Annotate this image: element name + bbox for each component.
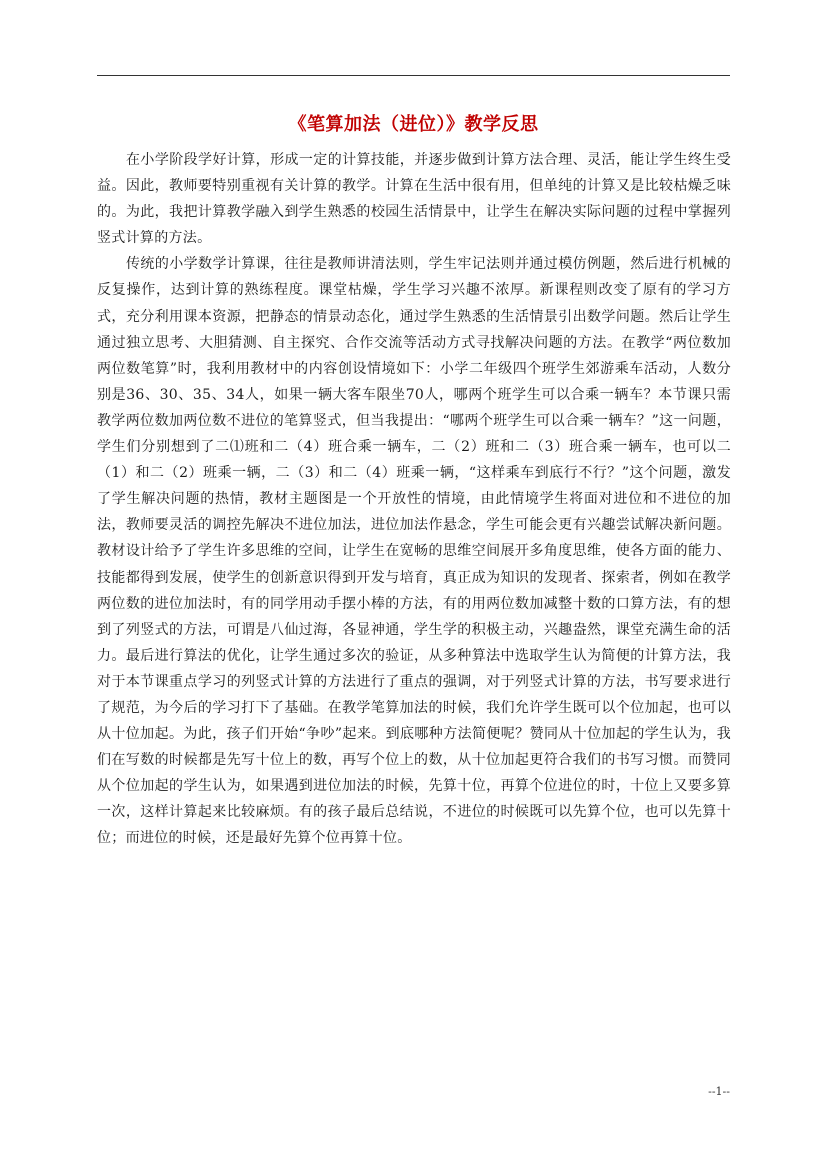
header-rule	[97, 75, 730, 76]
document-body	[97, 147, 731, 852]
page-number: --1--	[708, 1085, 730, 1098]
document-title: 《笔算加法（进位）》教学反思	[288, 114, 539, 135]
paragraph-2: 传统的小学数学计算课，往往是教师讲清法则，学生牢记法则并通过模仿例题，然后进行机械的反复操作，达到计算的熟练程度。课堂枯燥，学生学习兴趣不浓厚。新课程则改变了原有的学习方式，充分利用课本资源，把静态的情景动态化，通过学生熟悉的生活情景引出数学问题。然后让学生通过独立思考、大胆猜测、自主探究、合作交流等活动方式寻找解决问题的方法。在教学“两位数加两位数笔算”时，我利用教材中的内容创设情境如下：小学二年级四个班学生郊游乘车活动，人数分别是36、30、35、34人，如果一辆大客车限坐70人，哪两个班学生可以合乘一辆车？本节课只需教学两位数加两位数不进位的笔算竖式，但当我提出：“哪两个班学生可以合乘一辆车？”这一问题，学生们分别想到了二⑴班和二（4）班合乘一辆车，二（2）班和二（3）班合乘一辆车，也可以二（1）和二（2）班乘一辆，二（3）和二（4）班乘一辆，“这样乘车到底行不行？”这个问题，激发了学生解决问题的热情，教材主题图是一个开放性的情境，由此情境学生将面对进位和不进位的加法，教师要灵活的调控先解决不进位加法，进位加法作悬念，学生可能会更有兴趣尝试解决新问题。教材设计给予了学生许多思维的空间，让学生在宽畅的思维空间展开多角度思维，使各方面的能力、技能都得到发展，使学生的创新意识得到开发与培育，真正成为知识的发现者、探索者，例如在教学两位数的进位加法时，有的同学用动手摆小棒的方法，有的用两位数加减整十数的口算方法，有的想到了列竖式的方法，可谓是八仙过海，各显神通，学生学的积极主动，兴趣盎然，课堂充满生命的活力。最后进行算法的优化，让学生通过多次的验证，从多种算法中选取学生认为简便的计算方法，我对于本节课重点学习的列竖式计算的方法进行了重点的强调，对于列竖式计算的方法，书写要求进行了规范，为今后的学习打下了基础。在教学笔算加法的时候，我们允许学生既可以个位加起，也可以从十位加起。为此，孩子们开始“争吵”起来。到底哪种方法简便呢？赞同从十位加起的学生认为，我们在写数的时候都是先写十位上的数，再写个位上的数，从十位加起更符合我们的书写习惯。而赞同从个位加起的学生认为，如果遇到进位加法的时候，先算十位，再算个位进位的时，十位上又要多算一次，这样计算起来比较麻烦。有的孩子最后总结说，不进位的时候既可以先算个位，也可以先算十位；而进位的时候，还是最好先算个位再算十位。	[97, 256, 731, 847]
paragraph-1: 在小学阶段学好计算，形成一定的计算技能，并逐步做到计算方法合理、灵活，能让学生终生受益。因此，教师要特别重视有关计算的教学。计算在生活中很有用，但单纯的计算又是比较枯燥乏味的。为此，我把计算教学融入到学生熟悉的校园生活情景中，让学生在解决实际问题的过程中掌握列竖式计算的方法。	[97, 152, 731, 247]
